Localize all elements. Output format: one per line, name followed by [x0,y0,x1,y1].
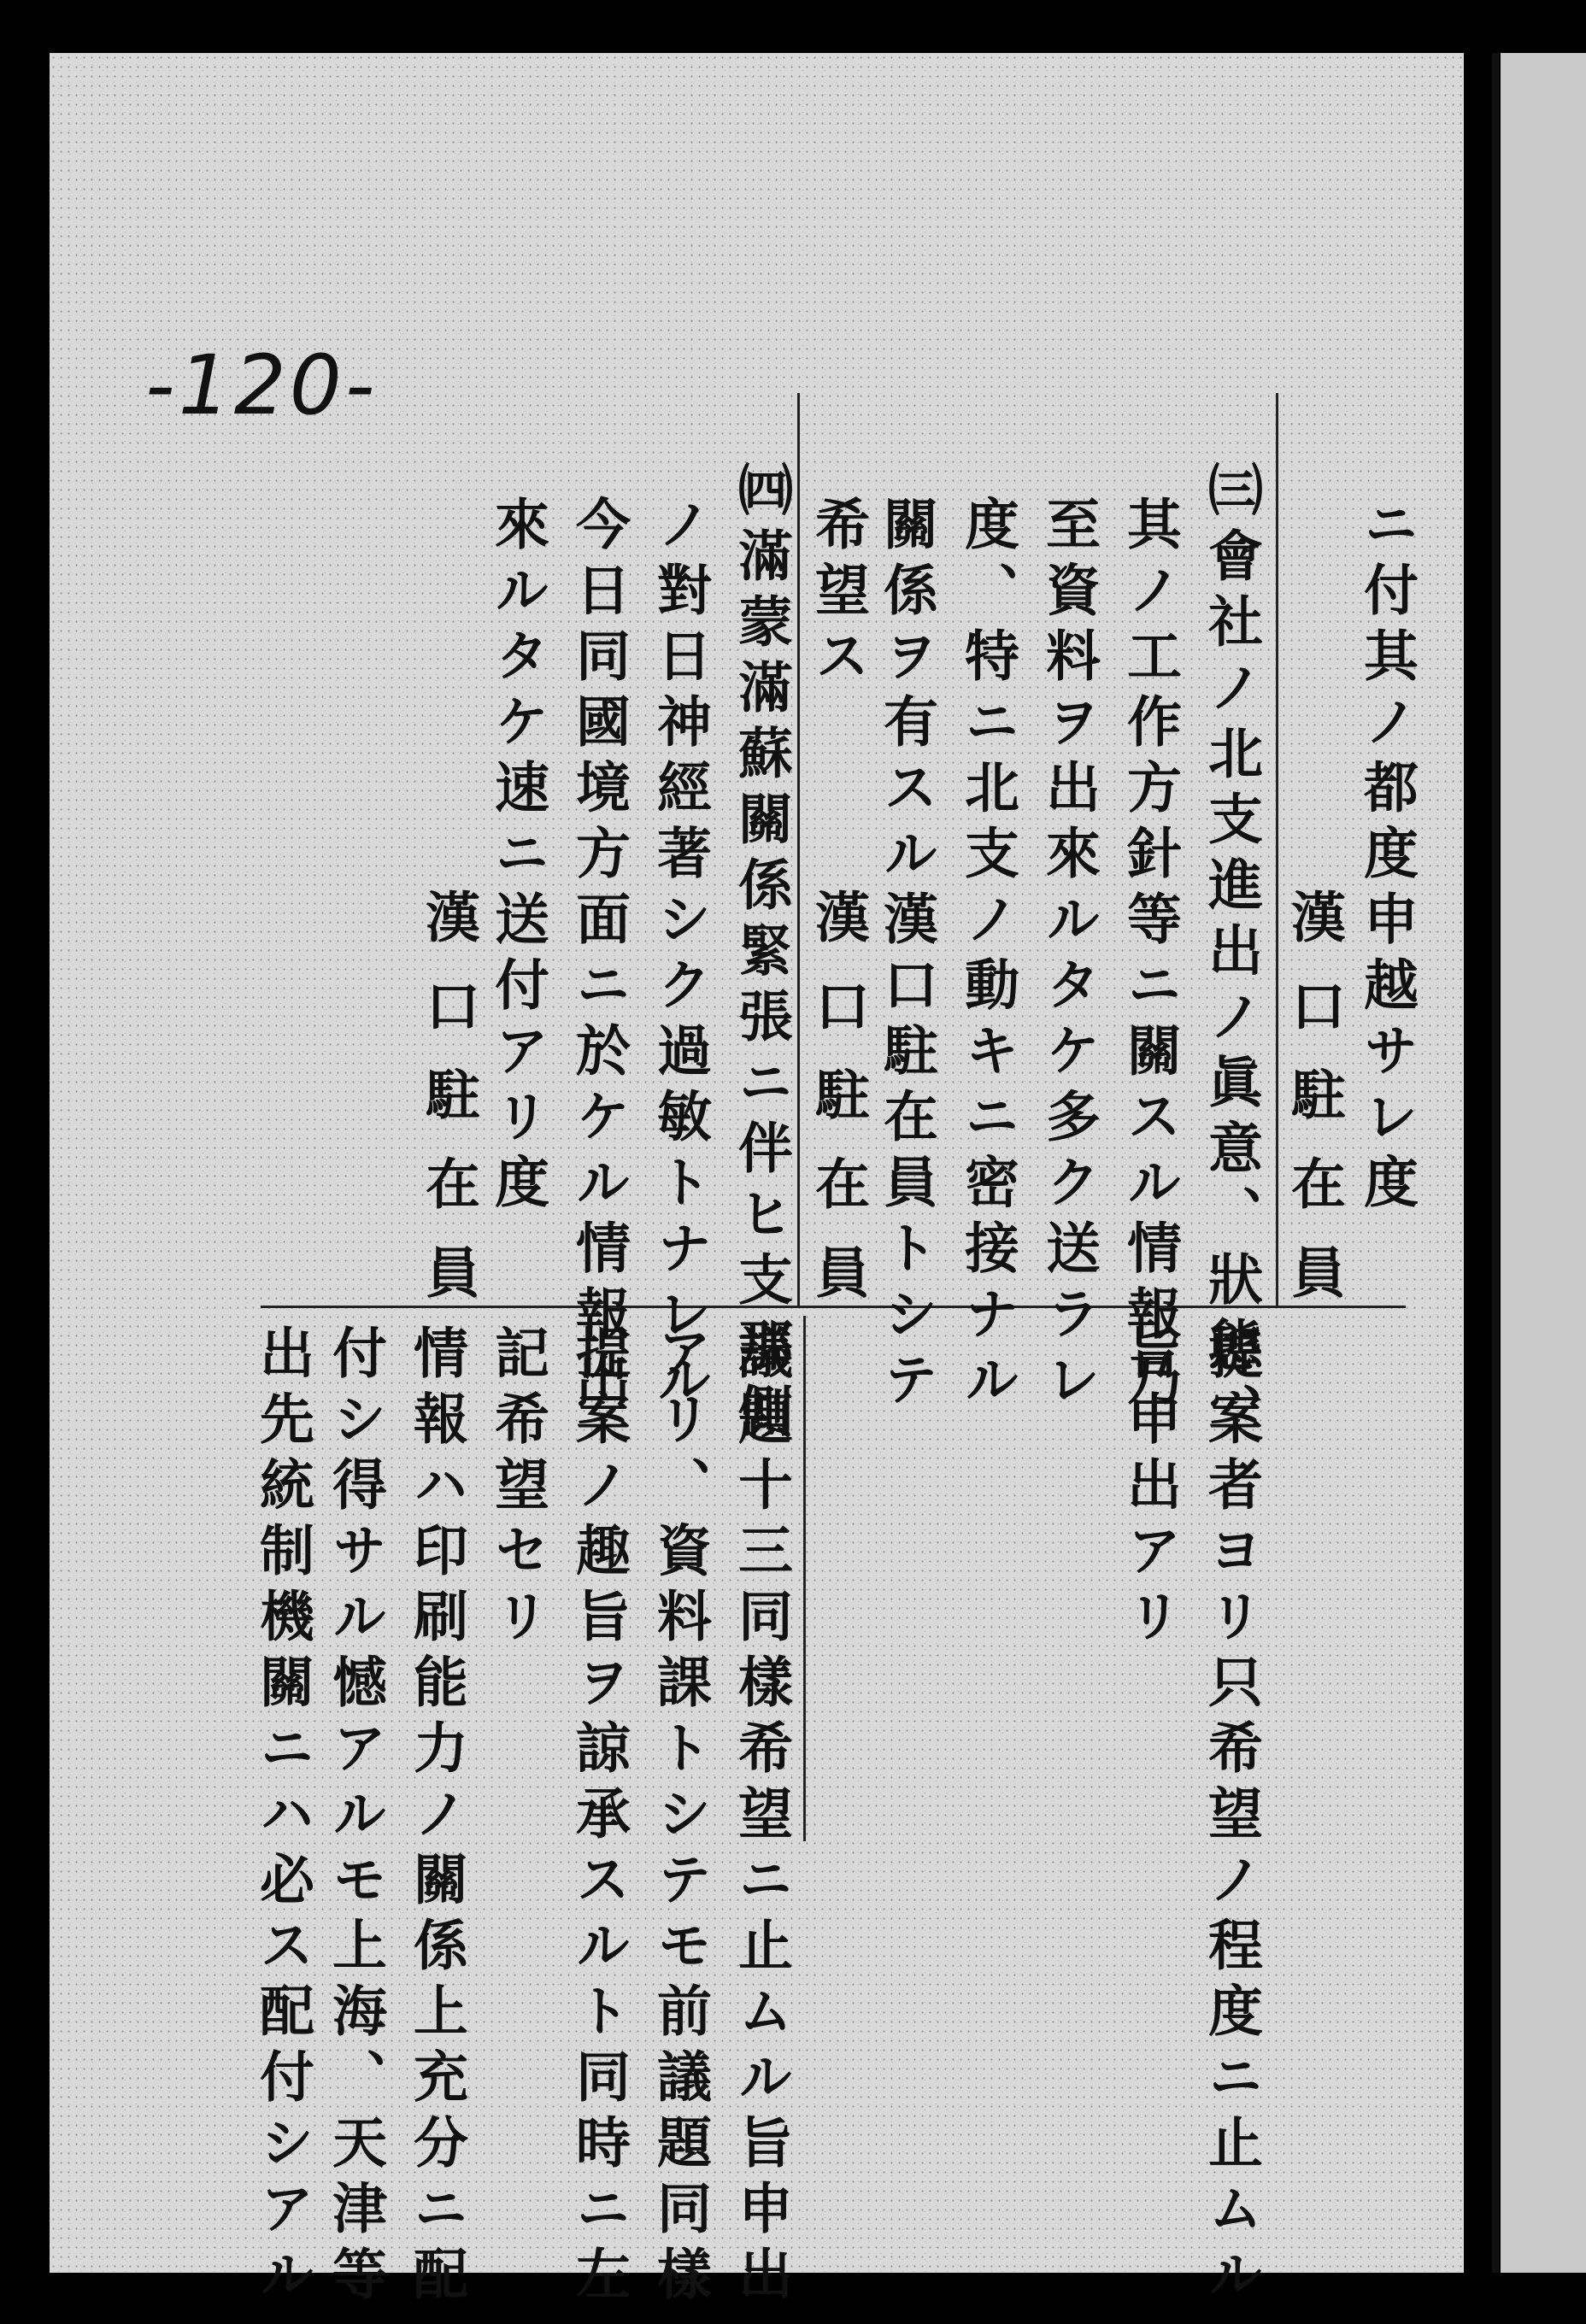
item14-line: 今日同國境方面ニ於ケル情報出 [567,496,631,1417]
intro-line: ニ付其ノ都度申越サレ度 [1354,496,1419,1219]
item14-line: ノ對日神經著シク過敏トナレル [648,496,712,1417]
answer2-line: 情報ハ印刷能力ノ關係上充分ニ配 [404,1324,468,2311]
answer1-line: 提案者ヨリ只希望ノ程度ニ止ムル [1199,1324,1263,2311]
office-label: 漢口駐在員 [806,889,870,1333]
item13-line: 度、特ニ北支ノ動キニ密接ナル [955,496,1019,1417]
office-label: 漢口駐在員 [416,889,480,1333]
item13-line: 希望ス [806,496,870,693]
item13-line: 關係ヲ有スル漢口駐在員トシテ [874,496,938,1417]
answer2-line: 議題十三同樣希望ニ止ムル旨申出 [729,1324,793,2311]
answer2-line: アリ、資料課トシテモ前議題同樣 [648,1324,712,2311]
item14-line: ㈣滿蒙滿蘇關係緊張ニ伴ヒ支那側 [729,461,793,1448]
column-rule-middle [797,393,800,1307]
item13-line: 至資料ヲ出來ルタケ多ク送ラレ [1037,496,1101,1417]
adjacent-page-edge [1501,53,1586,2273]
item13-line: ㈢會社ノ北支進出ノ眞意、狀態、 [1199,461,1263,1448]
column-rule-lower [803,1316,806,1841]
item13-line: 其ノ工作方針等ニ關スル情報乃 [1118,496,1182,1417]
office-label: 漢口駐在員 [1282,889,1346,1333]
answer1-line: 旨申出アリ [1118,1324,1182,1653]
page-edge-divider [1492,53,1499,2273]
answer2-line: 記希望セリ [485,1324,549,1653]
answer2-line: 付シ得サル憾アルモ上海、天津等 [323,1324,387,2311]
answer2-line: 出先統制機關ニハ必ス配付シアル [250,1324,314,2311]
page-number: -120- [145,337,379,433]
column-rule-right [1276,393,1278,1307]
answer2-line: 提案ノ趣旨ヲ諒承スルト同時ニ左 [567,1324,631,2311]
item14-line: 來ルタケ速ニ送付アリ度 [485,496,549,1219]
